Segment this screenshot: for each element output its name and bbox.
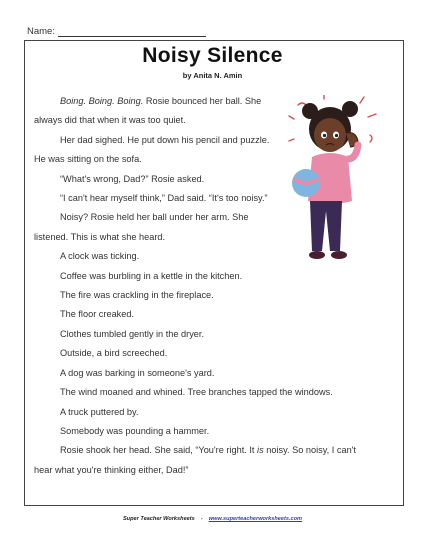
- sound-line: Somebody was pounding a hammer.: [60, 425, 210, 436]
- paragraph-5: Noisy? Rosie held her ball under her arm. She listened. This is what she heard.: [34, 212, 249, 242]
- paragraph-last: [34, 441, 374, 480]
- paragraph-last-italic: is: [257, 445, 264, 456]
- sound-line: A clock was ticking.: [60, 251, 140, 262]
- paragraph-last-a: Rosie shook her head. She said, “You're right. It: [60, 445, 258, 456]
- paragraph-1-italic: Boing. Boing. Boing.: [60, 96, 144, 106]
- story-byline: by Anita N. Amin: [182, 71, 243, 80]
- paragraph-2: Her dad sighed. He put down his pencil and puzzle. He was sitting on the sofa.: [34, 134, 270, 165]
- paragraph-1-rest: Rosie bounced her ball. She always did that when it was too quiet.: [34, 96, 262, 126]
- sound-line: The fire was crackling in the fireplace.: [60, 290, 214, 301]
- sound-line: A dog was barking in someone's yard.: [60, 367, 215, 378]
- sound-line: The wind moaned and whined. Tree branches tapped the windows.: [60, 387, 333, 398]
- sound-line: Coffee was burbling in a kettle in the kitchen.: [60, 270, 243, 281]
- footer: [0, 516, 425, 522]
- name-label: Name:: [27, 26, 55, 37]
- pants: [310, 201, 342, 251]
- shoe-left: [309, 251, 325, 259]
- story-title: Noisy Silence: [142, 44, 283, 67]
- footer-brand: Super Teacher Worksheets: [122, 516, 195, 522]
- paragraph-4: “I can't hear myself think,” Dad said. “It's too noisy.”: [60, 193, 268, 204]
- girl-listening-icon: [288, 95, 378, 265]
- sound-line: Clothes tumbled gently in the dryer.: [60, 328, 205, 339]
- face: [314, 118, 346, 152]
- paragraph-1: [34, 92, 279, 131]
- sound-line: A truck puttered by.: [60, 406, 139, 417]
- shoe-right: [331, 251, 347, 259]
- paragraph-last-b: noisy. So noisy, I can't hear what you're thinking either, Dad!”: [34, 445, 356, 475]
- sound-line: Outside, a bird screeched.: [60, 348, 168, 359]
- name-blank-line: [58, 27, 206, 37]
- name-field: [27, 26, 206, 37]
- footer-separator: -: [200, 516, 203, 522]
- sound-line: The floor creaked.: [60, 309, 135, 320]
- footer-url-link[interactable]: www.superteacherworksheets.com: [208, 516, 303, 522]
- paragraph-3: “What's wrong, Dad?” Rosie asked.: [60, 173, 205, 184]
